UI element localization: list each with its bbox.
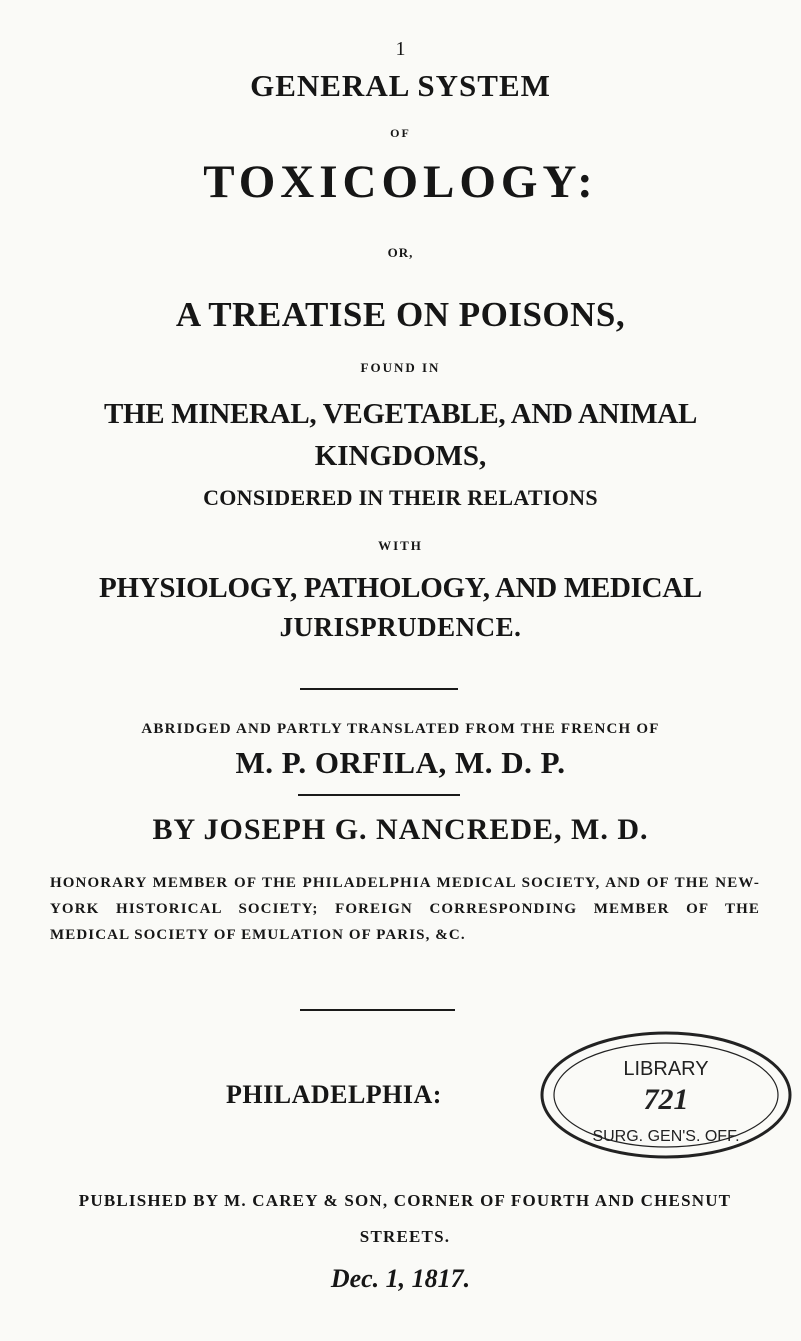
library-stamp-icon	[536, 1025, 796, 1165]
fields-line-2: JURISPRUDENCE.	[279, 612, 522, 642]
abridged-note: ABRIDGED AND PARTLY TRANSLATED FROM THE FRENCH OF	[141, 721, 660, 737]
divider-rule	[298, 794, 460, 796]
divider-rule	[300, 1009, 455, 1011]
publisher-imprint: PUBLISHED BY M. CAREY & SON, CORNER OF FOURTH AND CHESNUT STREETS.	[78, 1191, 732, 1246]
stamp-bottom-text: SURG. GEN'S. OFF.	[592, 1128, 740, 1145]
with-text: WITH	[378, 538, 423, 553]
considered-text: CONSIDERED IN THEIR RELATIONS	[203, 485, 598, 510]
kingdoms-line-1: THE MINERAL, VEGETABLE, AND ANIMAL	[104, 398, 697, 430]
translator-honors: HONORARY MEMBER OF THE PHILADELPHIA MEDICAL SOCIETY, AND OF THE NEW-YORK HISTORICAL SOCIETY; FOREIGN CORRESPONDING MEMBER OF THE MEDICAL SOCIETY OF EMULATION OF PARIS, &C.	[50, 875, 760, 943]
found-in-text: FOUND IN	[360, 360, 441, 375]
title-line-1: GENERAL SYSTEM	[250, 68, 551, 103]
page-mark: 1	[395, 38, 406, 60]
publication-city: PHILADELPHIA:	[226, 1080, 442, 1109]
divider-rule	[300, 688, 458, 690]
publication-date-text: Dec. 1, 1817.	[330, 1264, 471, 1293]
title-connector-of: OF	[390, 126, 411, 140]
stamp-top-text: LIBRARY	[623, 1058, 709, 1080]
stamp-number: 721	[643, 1083, 689, 1116]
original-author: M. P. ORFILA, M. D. P.	[235, 745, 566, 780]
publication-date	[0, 1264, 801, 1294]
title-line-2: TOXICOLOGY:	[203, 156, 598, 208]
kingdoms-line-2: KINGDOMS,	[314, 440, 487, 472]
fields-line-1: PHYSIOLOGY, PATHOLOGY, AND MEDICAL	[99, 572, 702, 604]
title-connector-or: OR,	[387, 245, 414, 260]
subtitle: A TREATISE ON POISONS,	[175, 295, 626, 334]
translator: BY JOSEPH G. NANCREDE, M. D.	[152, 813, 649, 846]
